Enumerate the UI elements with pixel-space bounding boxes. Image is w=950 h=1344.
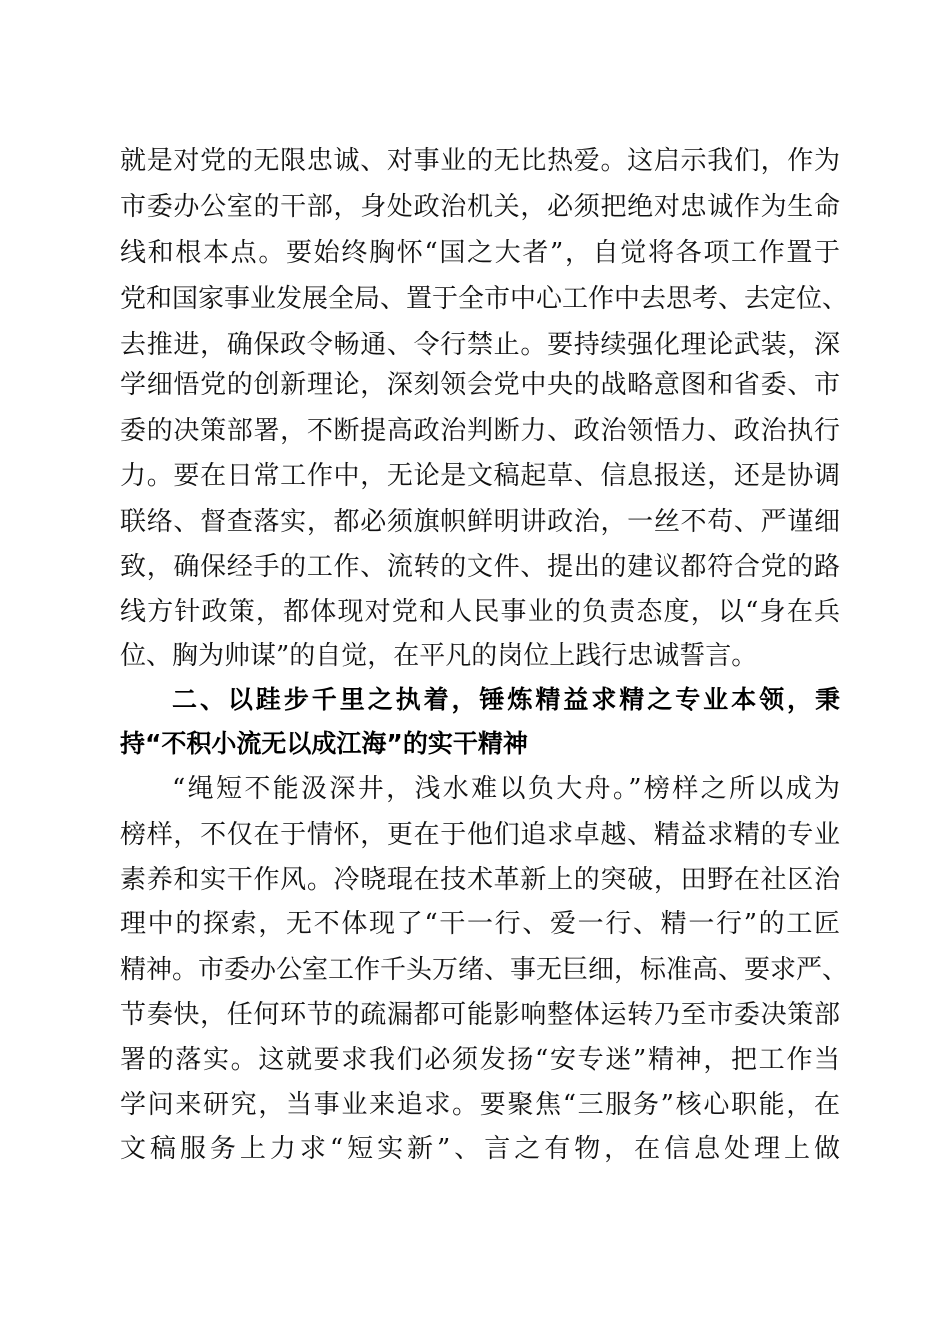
paragraph-1-line: 线方针政策，都体现对党和人民事业的负责态度，以“身在兵 [120,597,840,627]
section-heading-line: 持“不积小流无以成江海”的实干精神 [120,729,528,758]
paragraph-2-line: 理中的探索，无不体现了“干一行、爱一行、精一行”的工匠 [120,909,840,939]
paragraph-2-line: 文稿服务上力求“短实新”、言之有物，在信息处理上做 [120,1134,840,1164]
paragraph-2-line: 素养和实干作风。冷晓琨在技术革新上的突破，田野在社区治 [120,865,840,895]
paragraph-2-line: 署的落实。这就要求我们必须发扬“安专迷”精神，把工作当 [120,1045,840,1075]
paragraph-1-line: 位、胸为帅谋”的自觉，在平凡的岗位上践行忠诚誓言。 [120,641,758,671]
paragraph-1-line: 致，确保经手的工作、流转的文件、提出的建议都符合党的路 [120,552,840,582]
section-heading-line: 二、以跬步千里之执着，锤炼精益求精之专业本领，秉 [172,685,840,714]
paragraph-1-line: 联络、督查落实，都必须旗帜鲜明讲政治，一丝不苟、严谨细 [120,507,840,537]
paragraph-1-line: 就是对党的无限忠诚、对事业的无比热爱。这启示我们，作为 [120,146,840,176]
paragraph-1-line: 党和国家事业发展全局、置于全市中心工作中去思考、去定位、 [120,284,849,314]
paragraph-1-line: 市委办公室的干部，身处政治机关，必须把绝对忠诚作为生命 [120,192,840,222]
paragraph-2-line: 精神。市委办公室工作千头万绪、事无巨细，标准高、要求严、 [120,955,849,985]
paragraph-1-line: 委的决策部署，不断提高政治判断力、政治领悟力、政治执行 [120,416,840,446]
paragraph-2-line: 学问来研究，当事业来追求。要聚焦“三服务”核心职能，在 [120,1090,840,1120]
paragraph-2-line: “绳短不能汲深井，浅水难以负大舟。”榜样之所以成为 [172,774,840,804]
paragraph-1-line: 力。要在日常工作中，无论是文稿起草、信息报送，还是协调 [120,461,840,491]
paragraph-1-line: 去推进，确保政令畅通、令行禁止。要持续强化理论武装，深 [120,330,840,360]
paragraph-2-line: 榜样，不仅在于情怀，更在于他们追求卓越、精益求精的专业 [120,820,840,850]
paragraph-1-line: 学细悟党的创新理论，深刻领会党中央的战略意图和省委、市 [120,370,840,400]
paragraph-2-line: 节奏快，任何环节的疏漏都可能影响整体运转乃至市委决策部 [120,1000,840,1030]
paragraph-1-line: 线和根本点。要始终胸怀“国之大者”，自觉将各项工作置于 [120,238,840,268]
